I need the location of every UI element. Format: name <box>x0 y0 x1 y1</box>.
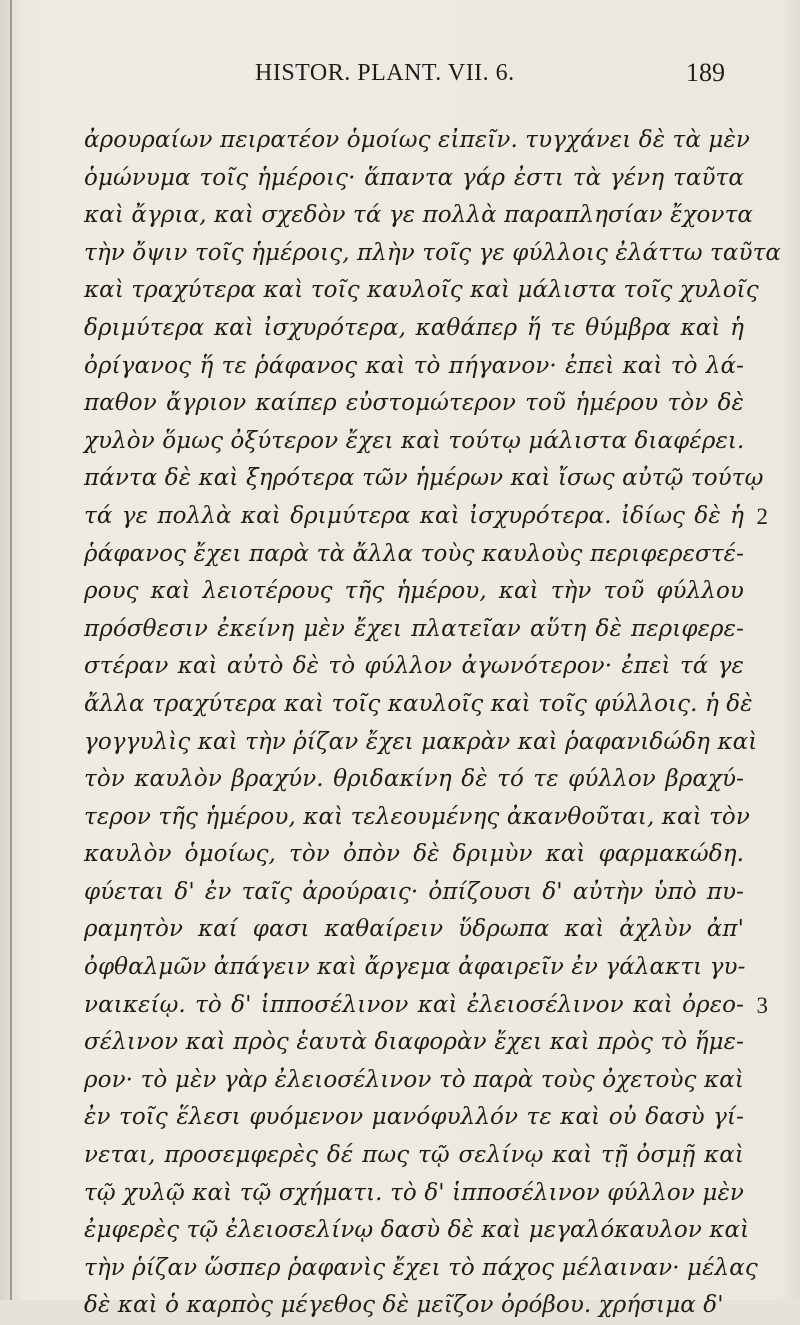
text-line: τὴν ὄψιν τοῖς ἡμέροις, πλὴν τοῖς γε φύλλοις ἐλάττω ταῦτα <box>84 239 782 266</box>
binding-gutter-line <box>10 0 12 1300</box>
text-line: τά γε πολλὰ καὶ δριμύτερα καὶ ἰσχυρότερα. ἰδίως δὲ ἡ <box>84 502 744 529</box>
page-number: 189 <box>686 58 725 87</box>
text-line: ναικείῳ. τὸ δ' ἱπποσέλινον καὶ ἐλειοσέλινον καὶ ὀρεο- <box>84 991 744 1018</box>
text-line: χυλὸν ὅμως ὀξύτερον ἔχει καὶ τούτῳ μάλιστα διαφέρει. <box>84 427 745 454</box>
text-line: ρους καὶ λειοτέρους τῆς ἡμέρου, καὶ τὴν τοῦ φύλλου <box>84 578 744 605</box>
text-line: πρόσθεσιν ἐκείνη μὲν ἔχει πλατεῖαν αὕτη δὲ περιφερε- <box>84 615 744 642</box>
text-line: καὶ τραχύτερα καὶ τοῖς καυλοῖς καὶ μάλιστα τοῖς χυλοῖς <box>84 277 759 304</box>
section-number: 2 <box>756 504 768 529</box>
text-line: ὁμώνυμα τοῖς ἡμέροις· ἅπαντα γάρ ἐστι τὰ γένη ταῦτα <box>84 164 744 191</box>
text-line: ρον· τὸ μὲν γὰρ ἐλειοσέλινον τὸ παρὰ τοὺς ὀχετοὺς καὶ <box>84 1066 744 1093</box>
text-line: πάντα δὲ καὶ ξηρότερα τῶν ἡμέρων καὶ ἴσως αὐτῷ τούτῳ <box>84 465 764 492</box>
text-line: νεται, προσεμφερὲς δέ πως τῷ σελίνῳ καὶ τῇ ὀσμῇ καὶ <box>84 1142 744 1169</box>
text-line: τὴν ῥίζαν ὥσπερ ῥαφανὶς ἔχει τὸ πάχος μέλαιναν· μέλας <box>84 1254 758 1281</box>
text-line: τερον τῆς ἡμέρου, καὶ τελεουμένης ἀκανθοῦται, καὶ τὸν <box>84 803 750 830</box>
text-line: τῷ χυλῷ καὶ τῷ σχήματι. τὸ δ' ἱπποσέλινον φύλλον μὲν <box>84 1179 744 1206</box>
text-line: ἐμφερὲς τῷ ἐλειοσελίνῳ δασὺ δὲ καὶ μεγαλόκαυλον καὶ <box>84 1217 750 1244</box>
greek-text-body <box>84 122 782 1325</box>
text-line: ὀφθαλμῶν ἀπάγειν καὶ ἄργεμα ἀφαιρεῖν ἐν γάλακτι γυ- <box>84 954 746 981</box>
text-line: σέλινον καὶ πρὸς ἑαυτὰ διαφορὰν ἔχει καὶ πρὸς τὸ ἥμε- <box>84 1029 744 1056</box>
text-line: παθον ἄγριον καίπερ εὐστομώτερον τοῦ ἡμέρου τὸν δὲ <box>84 390 744 417</box>
text-line: ὀρίγανος ἥ τε ῥάφανος καὶ τὸ πήγανον· ἐπεὶ καὶ τὸ λά- <box>84 352 744 379</box>
page-header <box>0 56 800 96</box>
text-line: φύεται δ' ἐν ταῖς ἀρούραις· ὀπίζουσι δ' αὐτὴν ὑπὸ πυ- <box>84 878 744 905</box>
text-line: δὲ καὶ ὁ καρπὸς μέγεθος δὲ μεῖζον ὀρόβου. χρήσιμα δ' <box>84 1292 724 1319</box>
text-line: δριμύτερα καὶ ἰσχυρότερα, καθάπερ ἥ τε θύμβρα καὶ ἡ <box>84 314 744 341</box>
text-line: ραμητὸν καί φασι καθαίρειν ὕδρωπα καὶ ἀχλὺν ἀπ' <box>84 916 744 943</box>
text-line: καὶ ἄγρια, καὶ σχεδὸν τά γε πολλὰ παραπλησίαν ἔχοντα <box>84 202 754 229</box>
text-line: τὸν καυλὸν βραχύν. θριδακίνη δὲ τό τε φύλλον βραχύ- <box>84 766 744 793</box>
text-line: ἀρουραίων πειρατέον ὁμοίως εἰπεῖν. τυγχάνει δὲ τὰ μὲν <box>84 127 750 153</box>
text-line: ῥάφανος ἔχει παρὰ τὰ ἄλλα τοὺς καυλοὺς περιφερεστέ- <box>84 540 744 567</box>
text-line: στέραν καὶ αὐτὸ δὲ τὸ φύλλον ἀγωνότερον· ἐπεὶ τά γε <box>84 653 744 680</box>
text-line: ἄλλα τραχύτερα καὶ τοῖς καυλοῖς καὶ τοῖς φύλλοις. ἡ δὲ <box>84 690 753 717</box>
text-line: ἐν τοῖς ἕλεσι φυόμενον μανόφυλλόν τε καὶ οὐ δασὺ γί- <box>84 1104 744 1131</box>
text-line: καυλὸν ὁμοίως, τὸν ὀπὸν δὲ δριμὺν καὶ φαρμακώδη. <box>84 841 744 868</box>
text-line: γογγυλὶς καὶ τὴν ῥίζαν ἔχει μακρὰν καὶ ῥαφανιδώδη καὶ <box>84 728 758 755</box>
running-title: HISTOR. PLANT. VII. 6. <box>255 60 515 86</box>
section-number: 3 <box>756 992 768 1018</box>
